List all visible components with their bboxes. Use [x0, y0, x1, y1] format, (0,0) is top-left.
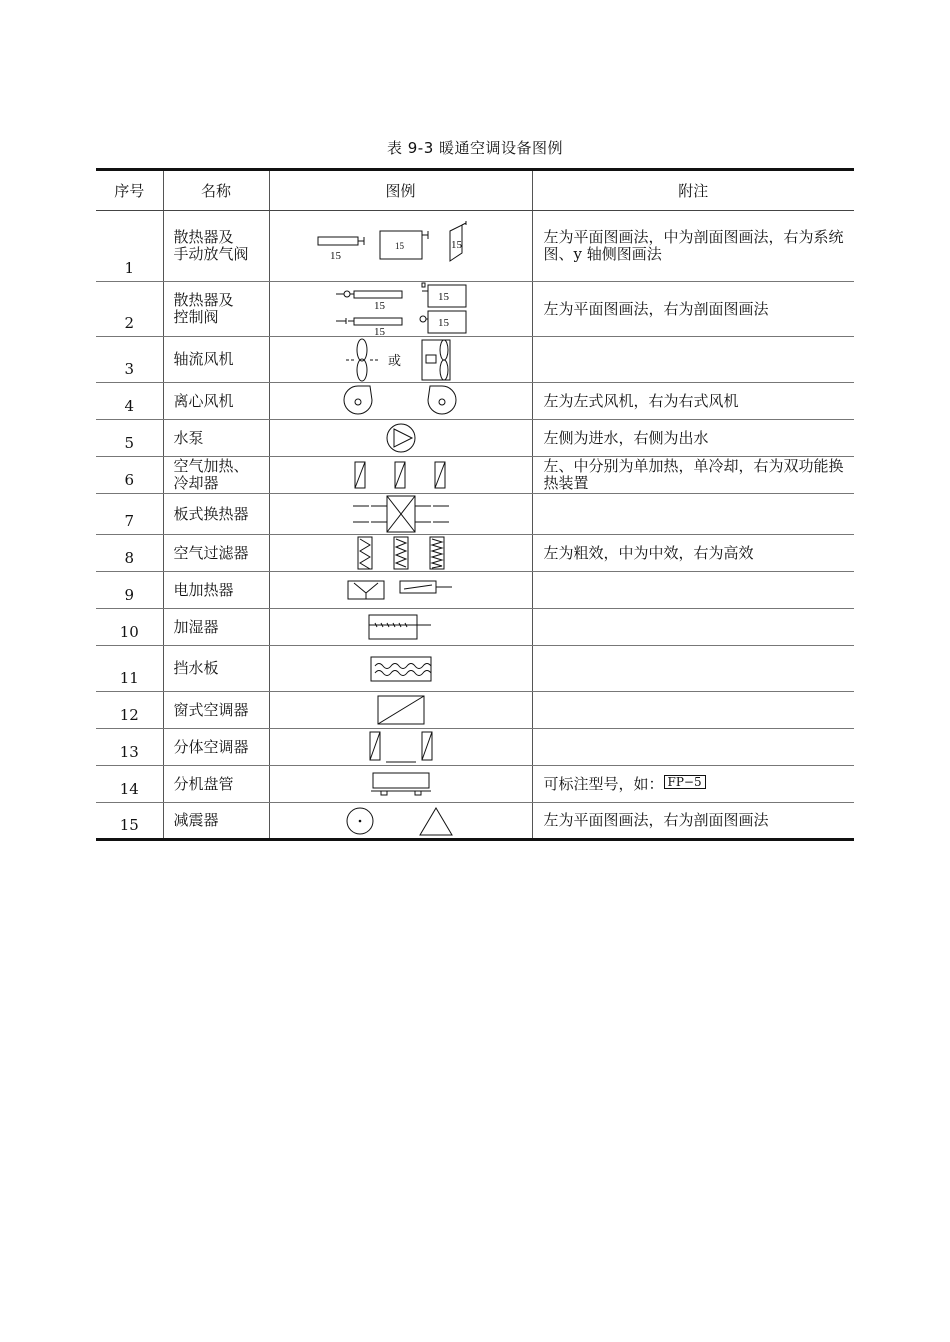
row-symbol: [269, 729, 532, 766]
row-symbol: [269, 803, 532, 840]
row-name: 散热器及 手动放气阀: [163, 211, 269, 282]
row-note: [532, 494, 854, 535]
table-row: [96, 282, 854, 337]
electric-heater-icon: [346, 579, 456, 601]
svg-text:15: 15: [450, 239, 462, 251]
table-row: [96, 535, 854, 572]
row-symbol: [269, 609, 532, 646]
centrifugal-fan-icon: [346, 384, 456, 418]
table-caption: 表 9-3 暖通空调设备图例: [386, 139, 564, 157]
row-index: 12: [96, 692, 163, 729]
header-name: 名称: [163, 170, 269, 211]
row-symbol: [269, 494, 532, 535]
table-row: [96, 803, 854, 840]
header-note: 附注: [532, 170, 854, 211]
row-name: 轴流风机: [163, 337, 269, 383]
table-row: [96, 337, 854, 383]
row-index: 4: [96, 383, 163, 420]
row-note: 左为平面图画法，右为剖面图画法: [532, 282, 854, 337]
model-tag: FP−5: [664, 775, 706, 789]
row-name: 散热器及 控制阀: [163, 282, 269, 337]
table-row: [96, 494, 854, 535]
svg-text:15: 15: [394, 241, 404, 251]
table-row: [96, 420, 854, 457]
table-row: [96, 457, 854, 494]
row-name: 板式换热器: [163, 494, 269, 535]
table-row: [96, 766, 854, 803]
row-note: [532, 766, 854, 803]
row-symbol: [269, 692, 532, 729]
row-note: 左侧为进水，右侧为出水: [532, 420, 854, 457]
table-row: [96, 692, 854, 729]
row-symbol: [269, 646, 532, 692]
row-index: 11: [96, 646, 163, 692]
row-name: 空气加热、 冷却器: [163, 457, 269, 494]
row-symbol: [269, 282, 532, 337]
row-symbol: [269, 572, 532, 609]
row-symbol: [269, 420, 532, 457]
svg-text:15: 15: [373, 326, 385, 338]
row-name: 加湿器: [163, 609, 269, 646]
row-index: 5: [96, 420, 163, 457]
table-row: [96, 729, 854, 766]
header-row: [96, 170, 854, 211]
row-index: 2: [96, 282, 163, 337]
fan-coil-icon: [371, 771, 431, 797]
table-row: [96, 383, 854, 420]
row-symbol: [269, 457, 532, 494]
row-index: 3: [96, 337, 163, 383]
row-name: 离心风机: [163, 383, 269, 420]
row-symbol: [269, 337, 532, 383]
row-name: 挡水板: [163, 646, 269, 692]
row-note-text: 可标注型号，如：: [543, 775, 664, 793]
row-index: 13: [96, 729, 163, 766]
header-symbol: 图例: [269, 170, 532, 211]
row-index: 7: [96, 494, 163, 535]
svg-text:15: 15: [437, 317, 449, 329]
legend-table: [96, 168, 854, 841]
row-note: 左为左式风机，右为右式风机: [532, 383, 854, 420]
row-note: 左、中分别为单加热，单冷却，右为双功能换热装置: [532, 457, 854, 494]
row-note: [532, 572, 854, 609]
row-symbol: [269, 211, 532, 282]
row-index: 10: [96, 609, 163, 646]
row-symbol: [269, 766, 532, 803]
row-note: 左为粗效，中为中效，右为高效: [532, 535, 854, 572]
row-index: 9: [96, 572, 163, 609]
header-index: 序号: [96, 170, 163, 211]
svg-text:15: 15: [329, 250, 341, 262]
row-name: 空气过滤器: [163, 535, 269, 572]
row-symbol: [269, 535, 532, 572]
radiator-control-valve-icon: [336, 283, 466, 338]
row-note: [532, 729, 854, 766]
row-index: 1: [96, 211, 163, 282]
row-index: 15: [96, 803, 163, 840]
split-ac-icon: [368, 730, 434, 764]
row-index: 6: [96, 457, 163, 494]
row-name: 分机盘管: [163, 766, 269, 803]
water-pump-icon: [385, 422, 417, 454]
row-note: [532, 692, 854, 729]
table-row: [96, 609, 854, 646]
water-baffle-icon: [369, 655, 433, 683]
row-name: 水泵: [163, 420, 269, 457]
table-row: [96, 646, 854, 692]
row-index: 14: [96, 766, 163, 803]
air-heater-cooler-icon: [353, 460, 449, 490]
row-name: 分体空调器: [163, 729, 269, 766]
row-note: [532, 337, 854, 383]
row-index: 8: [96, 535, 163, 572]
row-symbol: [269, 383, 532, 420]
air-filter-icon: [356, 536, 446, 570]
row-note: [532, 609, 854, 646]
radiator-with-vent-icon: [316, 221, 486, 271]
row-name: 窗式空调器: [163, 692, 269, 729]
window-ac-icon: [376, 694, 426, 726]
humidifier-icon: [367, 613, 435, 641]
vibration-damper-icon: [346, 805, 456, 837]
row-note: [532, 646, 854, 692]
plate-heat-exchanger-icon: [353, 494, 449, 534]
row-name: 电加热器: [163, 572, 269, 609]
row-name: 减震器: [163, 803, 269, 840]
row-note: 左为平面图画法，右为剖面图画法: [532, 803, 854, 840]
row-note: 左为平面图画法，中为剖面图画法，右为系统图、y 轴侧图画法: [532, 211, 854, 282]
axial-fan-icon: [346, 338, 456, 382]
svg-text:15: 15: [373, 300, 385, 312]
table-row: [96, 572, 854, 609]
svg-text:15: 15: [437, 291, 449, 303]
svg-text:或: 或: [387, 353, 401, 369]
table-row: [96, 211, 854, 282]
